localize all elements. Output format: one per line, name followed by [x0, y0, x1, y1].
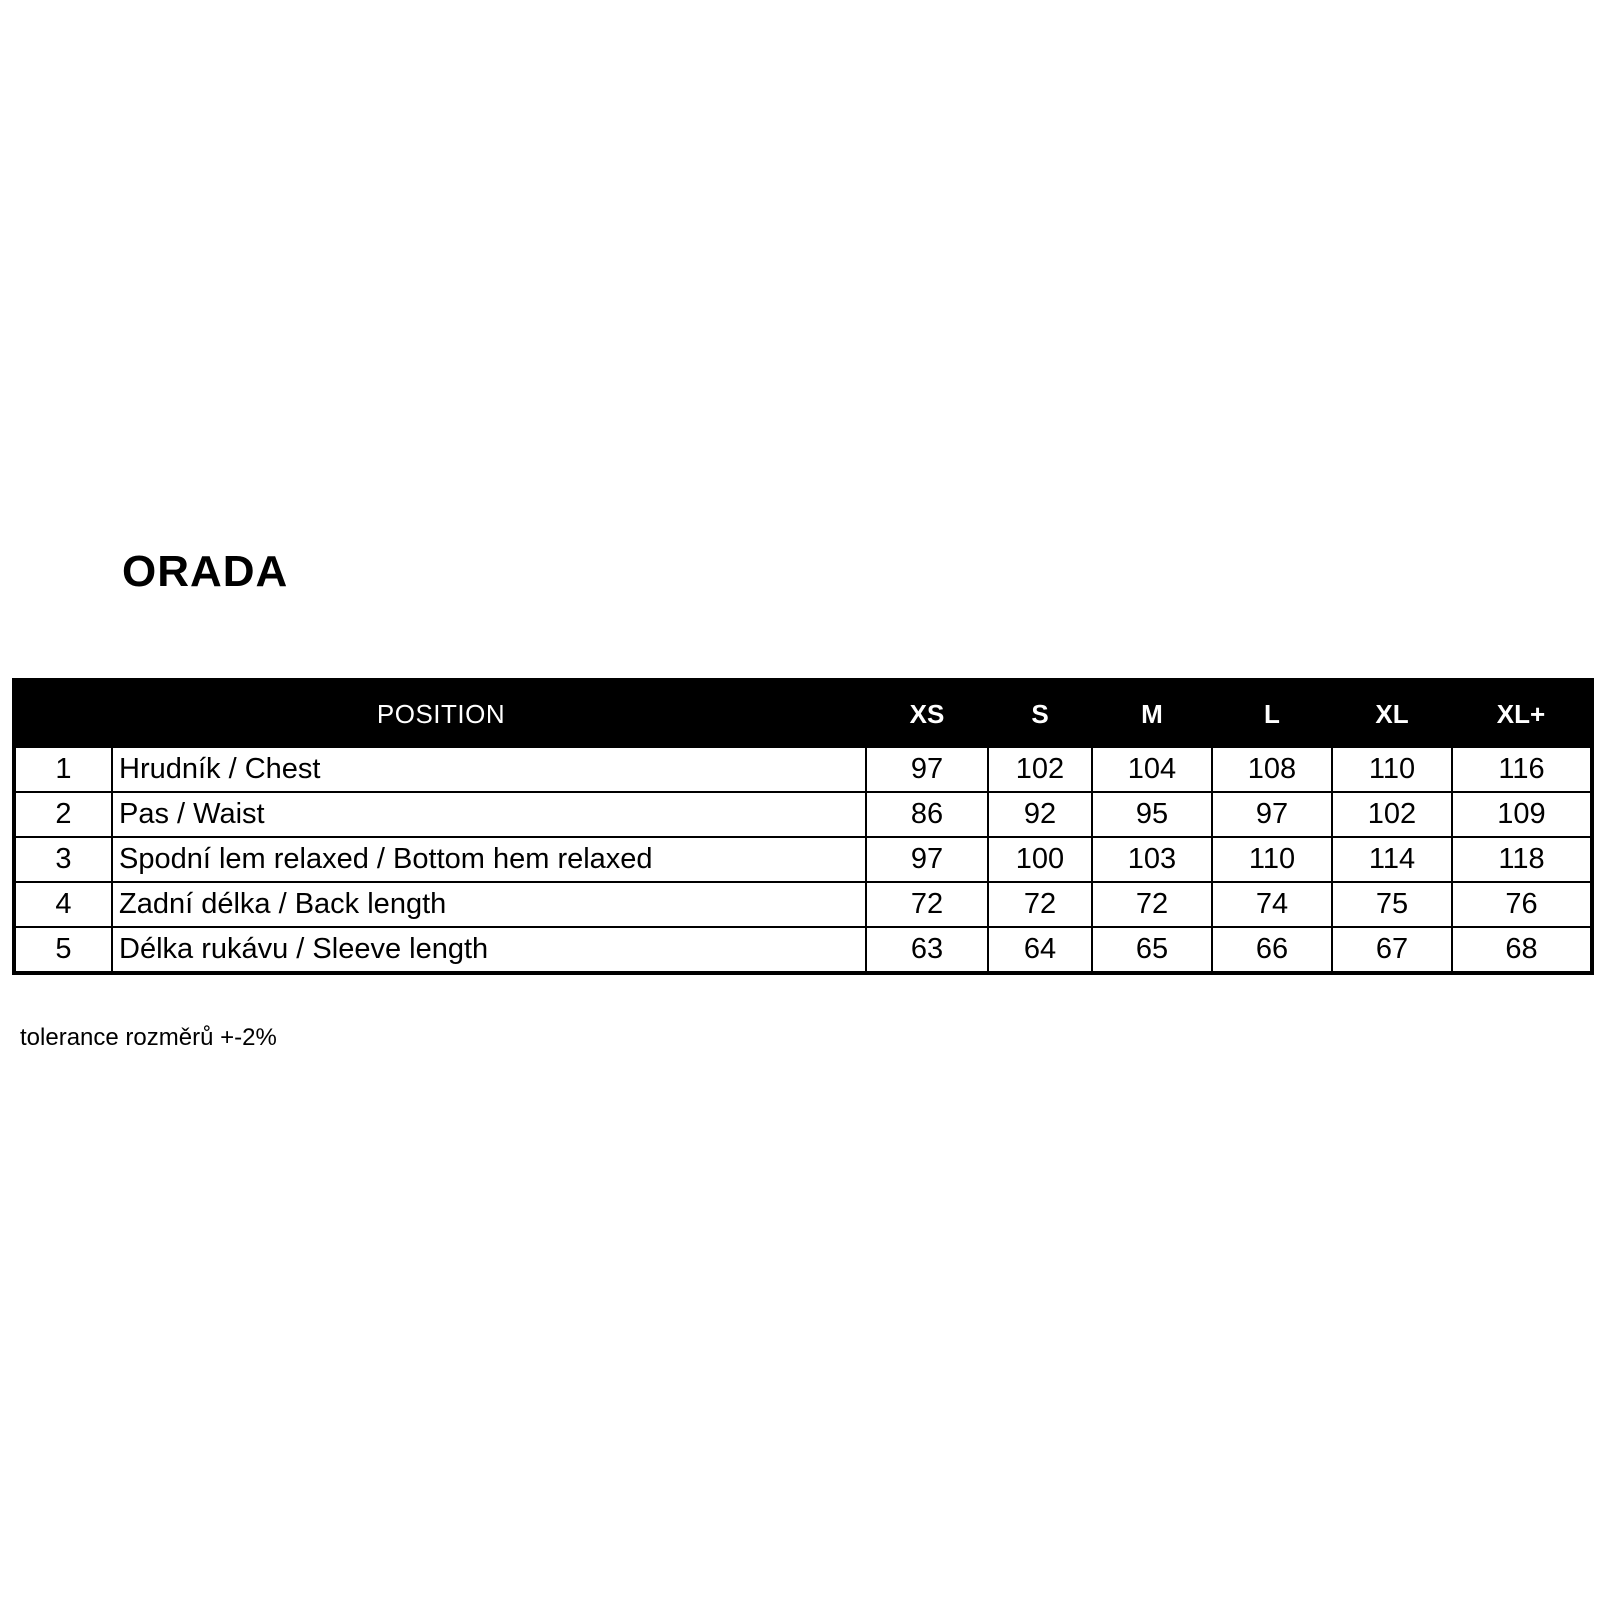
size-table [12, 678, 1594, 975]
table-cell: 67 [1332, 927, 1452, 973]
table-cell: 100 [988, 837, 1092, 882]
table-cell: 92 [988, 792, 1092, 837]
header-size-l: L [1212, 680, 1332, 747]
table-cell: 109 [1452, 792, 1592, 837]
row-label: Spodní lem relaxed / Bottom hem relaxed [112, 837, 866, 882]
table-cell: 76 [1452, 882, 1592, 927]
row-label: Hrudník / Chest [112, 747, 866, 792]
table-row [14, 882, 1592, 927]
table-cell: 63 [866, 927, 988, 973]
table-cell: 103 [1092, 837, 1212, 882]
table-cell: 74 [1212, 882, 1332, 927]
table-cell: 102 [1332, 792, 1452, 837]
row-label: Délka rukávu / Sleeve length [112, 927, 866, 973]
table-cell: 66 [1212, 927, 1332, 973]
tolerance-note: tolerance rozměrů +-2% [20, 1024, 277, 1051]
table-cell: 95 [1092, 792, 1212, 837]
table-row [14, 792, 1592, 837]
row-number: 1 [14, 747, 112, 792]
header-size-m: M [1092, 680, 1212, 747]
table-cell: 97 [1212, 792, 1332, 837]
table-cell: 97 [866, 837, 988, 882]
table-cell: 110 [1332, 747, 1452, 792]
row-number: 5 [14, 927, 112, 973]
table-cell: 64 [988, 927, 1092, 973]
table-cell: 65 [1092, 927, 1212, 973]
table-cell: 116 [1452, 747, 1592, 792]
row-number: 4 [14, 882, 112, 927]
table-cell: 97 [866, 747, 988, 792]
table-header-row [14, 680, 1592, 747]
table-cell: 75 [1332, 882, 1452, 927]
row-number: 3 [14, 837, 112, 882]
header-position: POSITION [14, 680, 866, 747]
header-size-xl-plus: XL+ [1452, 680, 1592, 747]
row-label: Pas / Waist [112, 792, 866, 837]
table-cell: 110 [1212, 837, 1332, 882]
table-cell: 114 [1332, 837, 1452, 882]
row-number: 2 [14, 792, 112, 837]
table-cell: 68 [1452, 927, 1592, 973]
header-size-xl: XL [1332, 680, 1452, 747]
table-row [14, 747, 1592, 792]
header-size-s: S [988, 680, 1092, 747]
table-cell: 108 [1212, 747, 1332, 792]
table-cell: 118 [1452, 837, 1592, 882]
table-cell: 102 [988, 747, 1092, 792]
chart-title: ORADA [122, 547, 289, 596]
table-cell: 104 [1092, 747, 1212, 792]
table-row [14, 927, 1592, 973]
table-row [14, 837, 1592, 882]
header-size-xs: XS [866, 680, 988, 747]
table-cell: 72 [988, 882, 1092, 927]
table-cell: 72 [866, 882, 988, 927]
table-cell: 72 [1092, 882, 1212, 927]
row-label: Zadní délka / Back length [112, 882, 866, 927]
table-cell: 86 [866, 792, 988, 837]
